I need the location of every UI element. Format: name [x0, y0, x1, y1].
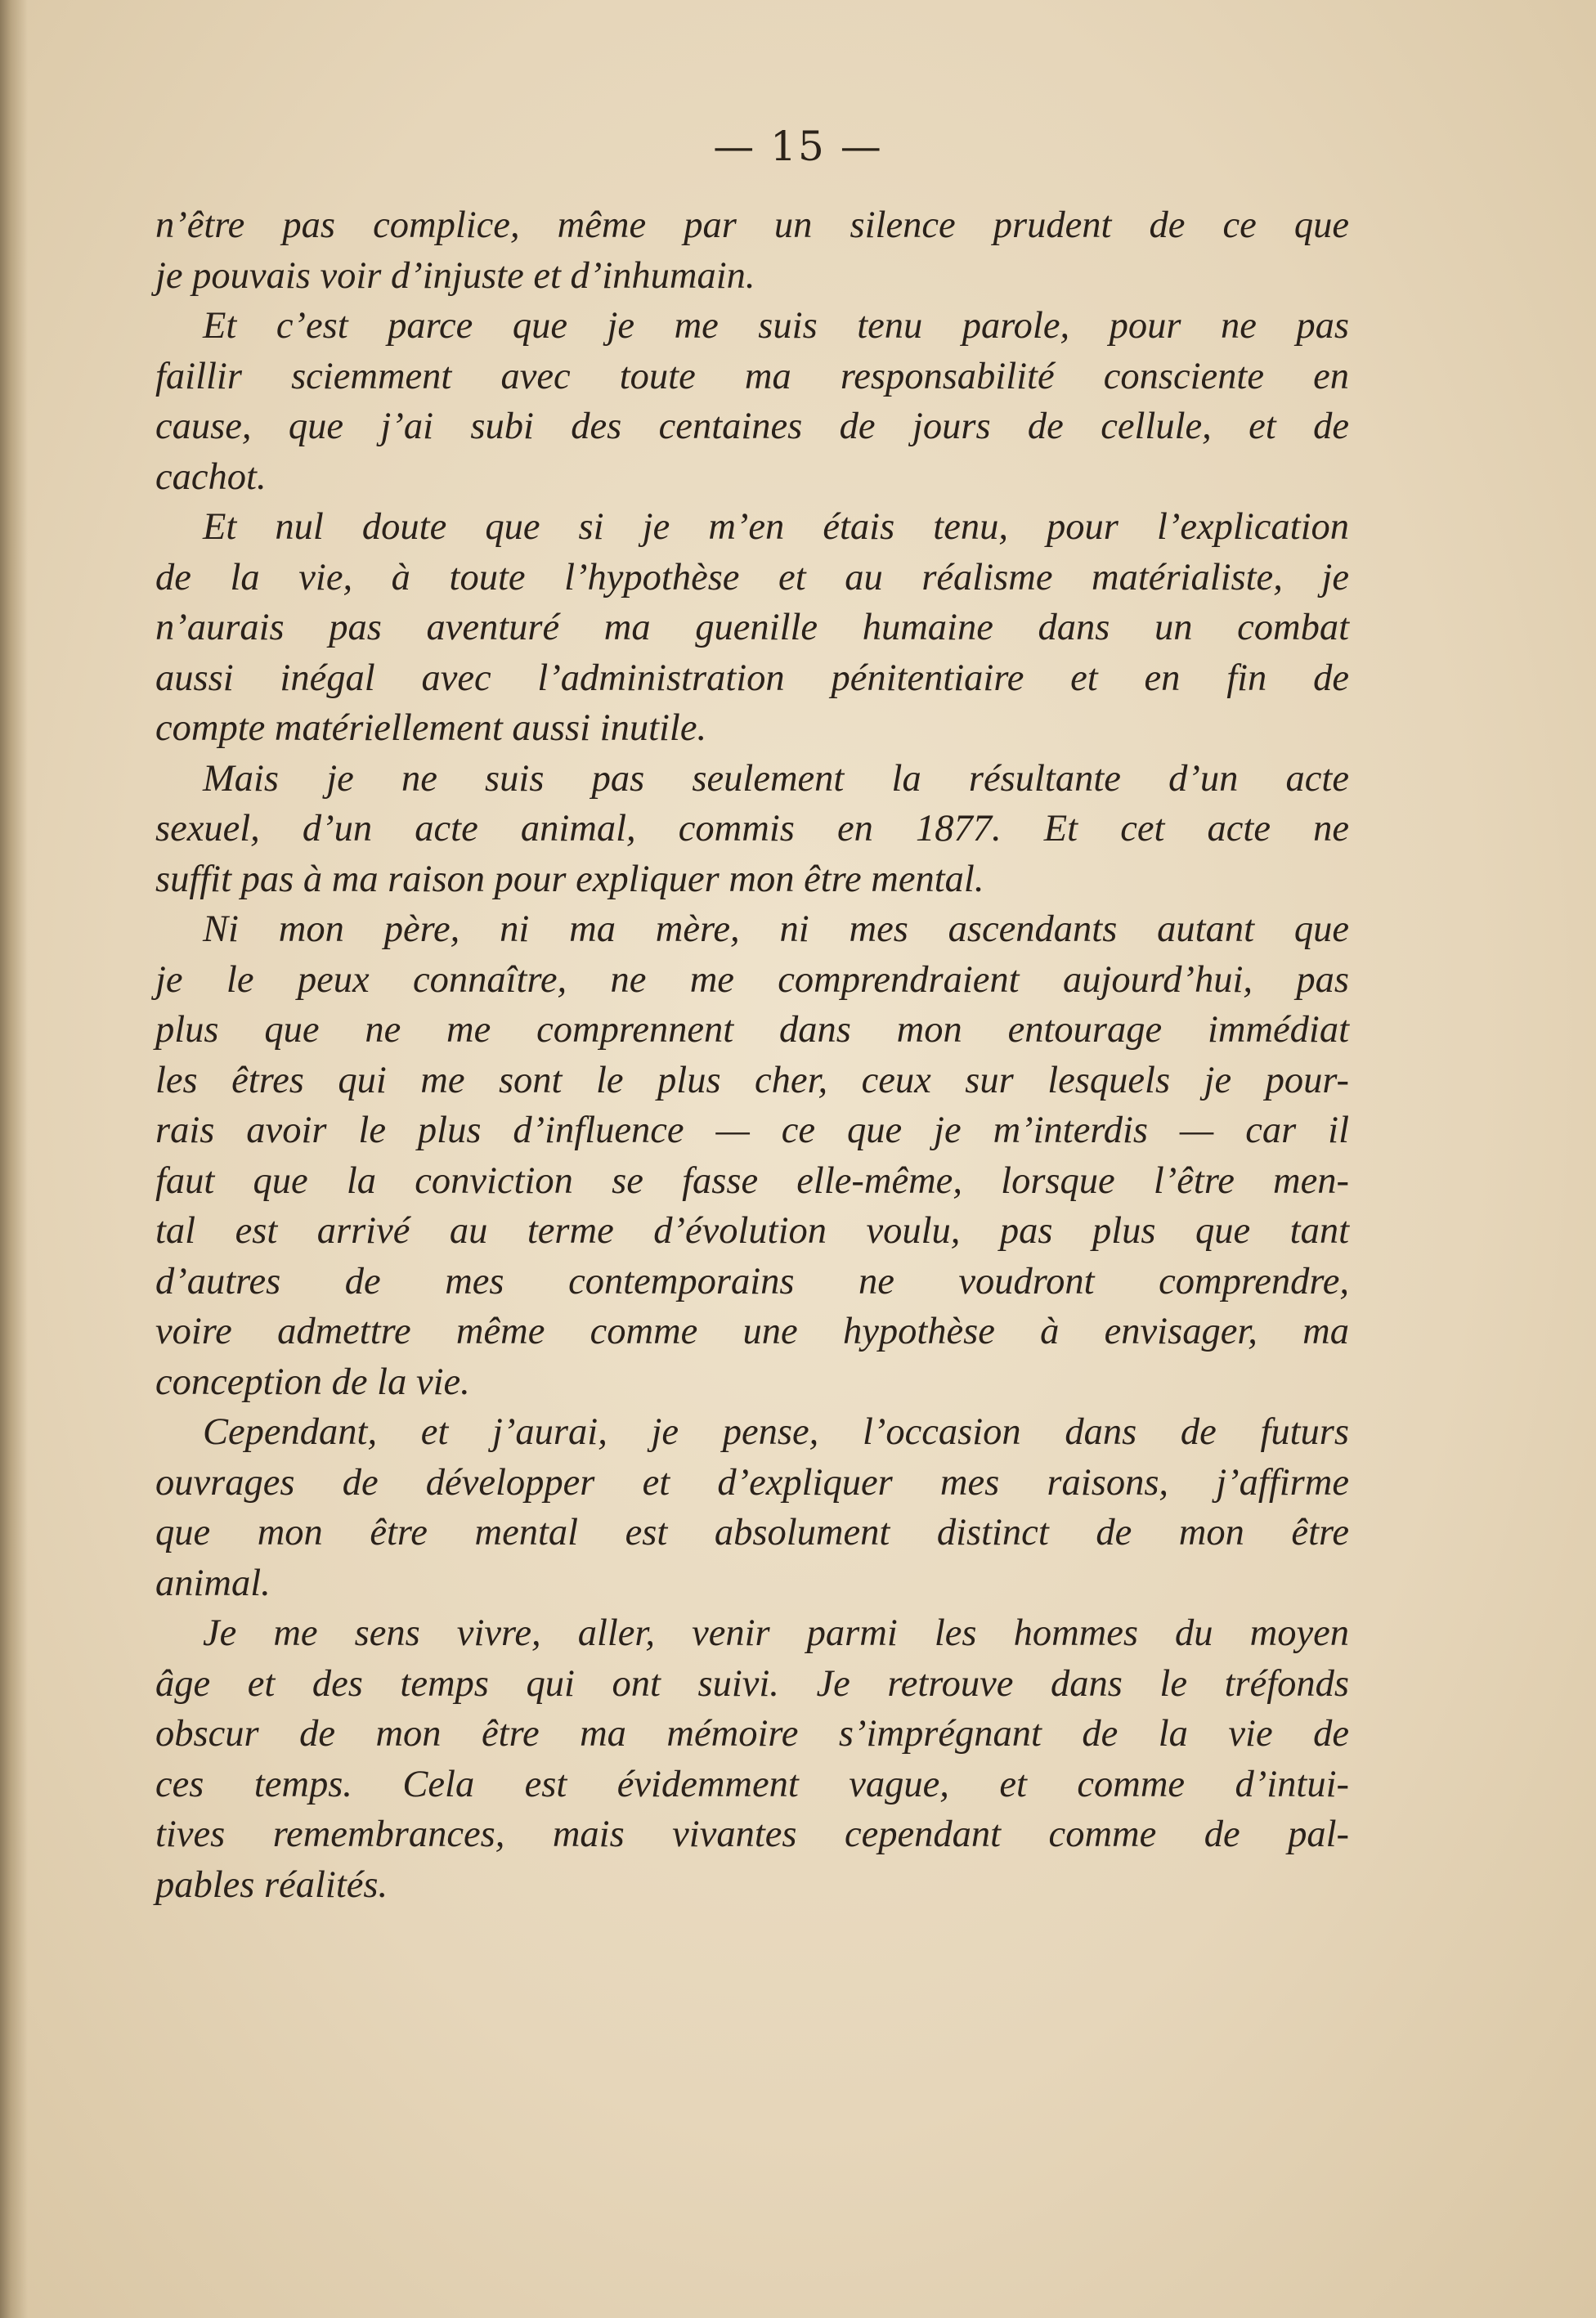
- text-line: voire admettre même comme une hypothèse à envisager, ma: [155, 1311, 1349, 1352]
- text-line: les êtres qui me sont le plus cher, ceux sur lesquels je pour-: [155, 1059, 1349, 1101]
- text-line: Je me sens vivre, aller, venir parmi les hommes du moyen: [203, 1612, 1349, 1654]
- text-line: plus que ne me comprennent dans mon entourage immédiat: [155, 1009, 1349, 1051]
- text-line: de la vie, à toute l’hypothèse et au réalisme matérialiste, je: [155, 556, 1349, 599]
- text-line: pables réalités.: [155, 1863, 388, 1906]
- text-line: tal est arrivé au terme d’évolution voulu, pas plus que tant: [155, 1210, 1349, 1252]
- text-line: aussi inégal avec l’administration pénitentiaire et en fin de: [155, 657, 1349, 699]
- text-line: cause, que j’ai subi des centaines de jours de cellule, et de: [155, 406, 1349, 447]
- paragraph: [155, 904, 1349, 1407]
- text-line: cachot.: [155, 455, 267, 498]
- text-line: que mon être mental est absolument distinct de mon être: [155, 1512, 1349, 1554]
- text-line: ouvrages de développer et d’expliquer mes raisons, j’affirme: [155, 1461, 1349, 1504]
- paragraph: [155, 754, 1349, 905]
- paragraph: [155, 1608, 1349, 1910]
- paragraph: [155, 200, 1349, 301]
- text-line: d’autres de mes contemporains ne voudront comprendre,: [155, 1260, 1349, 1302]
- page-number: — 15 —: [713, 123, 883, 170]
- text-line: conception de la vie.: [155, 1361, 470, 1403]
- text-line: Mais je ne suis pas seulement la résultante d’un acte: [203, 757, 1349, 800]
- text-line: je le peux connaître, ne me comprendraient aujourd’hui, pas: [155, 958, 1349, 1001]
- text-line: rais avoir le plus d’influence — ce que je m’interdis — car il: [155, 1110, 1349, 1151]
- page-edge-shadow: [0, 0, 28, 2318]
- text-line: obscur de mon être ma mémoire s’imprégnant de la vie de: [155, 1713, 1349, 1755]
- text-line: faillir sciemment avec toute ma responsabilité consciente en: [155, 355, 1349, 397]
- paragraph: [155, 502, 1349, 754]
- text-line: Et c’est parce que je me suis tenu parole, pour ne pas: [203, 305, 1349, 347]
- text-line: n’être pas complice, même par un silence prudent de ce que: [155, 204, 1349, 246]
- text-line: ces temps. Cela est évidemment vague, et comme d’intui-: [155, 1763, 1349, 1805]
- text-line: tives remembrances, mais vivantes cependant comme de pal-: [155, 1814, 1349, 1855]
- body-text: [155, 200, 1349, 1910]
- text-line: sexuel, d’un acte animal, commis en 1877. Et cet acte ne: [155, 808, 1349, 850]
- paragraph: [155, 301, 1349, 502]
- text-line: âge et des temps qui ont suivi. Je retrouve dans le tréfonds: [155, 1662, 1349, 1705]
- text-line: n’aurais pas aventuré ma guenille humaine dans un combat: [155, 607, 1349, 648]
- text-line: Et nul doute que si je m’en étais tenu, pour l’explication: [203, 506, 1349, 548]
- text-line: Ni mon père, ni ma mère, ni mes ascendants autant que: [203, 908, 1349, 950]
- text-line: faut que la conviction se fasse elle-même, lorsque l’être men-: [155, 1159, 1349, 1202]
- text-line: Cependant, et j’aurai, je pense, l’occasion dans de futurs: [203, 1411, 1349, 1453]
- text-line: compte matériellement aussi inutile.: [155, 707, 707, 749]
- text-line: animal.: [155, 1562, 271, 1604]
- text-line: suffit pas à ma raison pour expliquer mon être mental.: [155, 858, 984, 900]
- text-line: je pouvais voir d’injuste et d’inhumain.: [155, 254, 755, 297]
- paragraph: [155, 1407, 1349, 1608]
